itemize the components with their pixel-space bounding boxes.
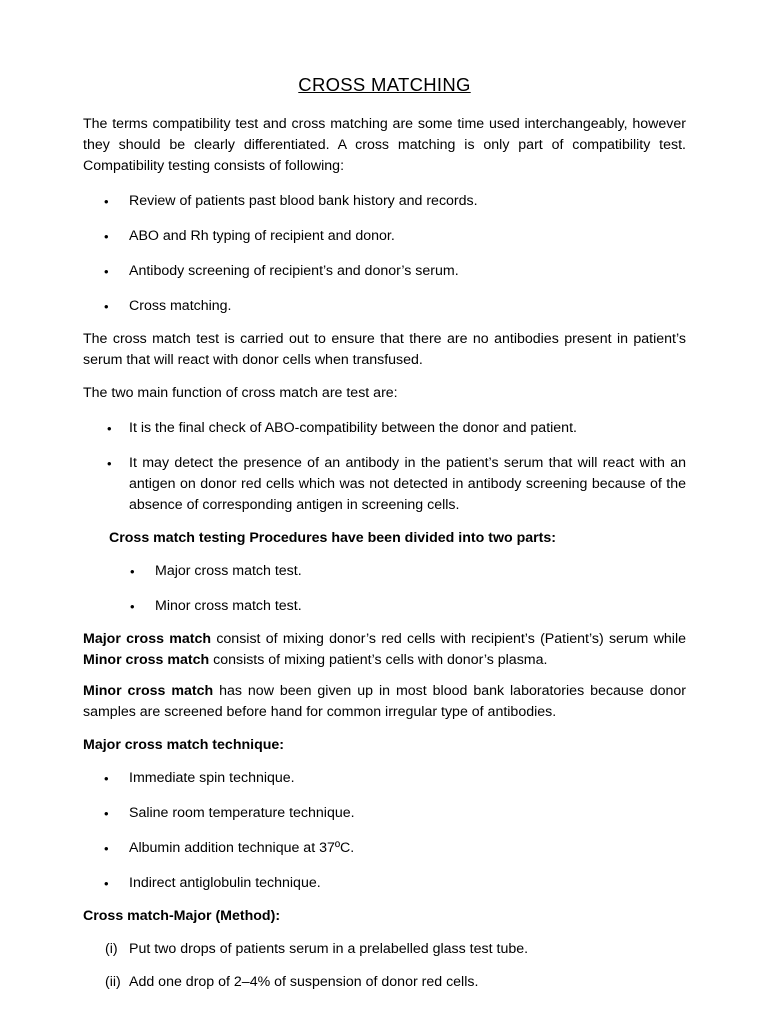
bullet-icon: • [104, 841, 109, 856]
functions-list [83, 418, 686, 516]
method-heading: Cross match-Major (Method): [83, 908, 281, 924]
list-item: • Minor cross match test. [83, 596, 686, 617]
major-term: Major cross match [83, 631, 212, 647]
document-page [83, 72, 686, 1005]
bullet-icon: • [104, 771, 109, 786]
bullet-icon: • [104, 806, 109, 821]
bullet-icon: • [130, 564, 135, 579]
bullet-icon: • [130, 599, 135, 614]
minor-term: Minor cross match [83, 652, 210, 668]
page-title: CROSS MATCHING [298, 74, 471, 95]
list-item: • Antibody screening of recipient’s and donor’s serum. [83, 261, 686, 282]
functions-intro: The two main function of cross match are test are: [83, 385, 398, 401]
bullet-icon: • [104, 299, 109, 314]
list-item: • Albumin addition technique at 37ºC. [83, 838, 686, 859]
major-definition-paragraph: Major cross match consist of mixing donor’s red cells with recipient’s (Patient’s) serum while Minor cross match consists of mixing patient’s cells with donor’s plasma. [83, 631, 686, 668]
bullet-icon: • [104, 876, 109, 891]
list-item: • It is the final check of ABO-compatibility between the donor and patient. [83, 418, 686, 439]
intro-paragraph: The terms compatibility test and cross matching are some time used interchangeably, however they should be clearly differentiated. A cross matching is only part of compatibility test. Compatibility testing consists of following: [83, 116, 686, 174]
purpose-paragraph: The cross match test is carried out to ensure that there are no antibodies present in patient’s serum that will react with donor cells when transfused. [83, 331, 686, 368]
list-item: • Saline room temperature technique. [83, 803, 686, 824]
step-number: (ii) [105, 974, 121, 990]
step-number: (i) [105, 941, 118, 957]
list-item: • Immediate spin technique. [83, 768, 686, 789]
list-item: • Cross matching. [83, 296, 686, 317]
method-steps [83, 939, 686, 993]
bullet-icon: • [104, 194, 109, 209]
minor-term: Minor cross match [83, 683, 214, 699]
list-item: • Review of patients past blood bank history and records. [83, 191, 686, 212]
technique-heading: Major cross match technique: [83, 737, 285, 753]
list-item: • Major cross match test. [83, 561, 686, 582]
procedures-list [83, 561, 686, 617]
bullet-icon: • [104, 229, 109, 244]
technique-list [83, 768, 686, 894]
list-item: (i) Put two drops of patients serum in a prelabelled glass test tube. [83, 939, 686, 960]
bullet-icon: • [104, 264, 109, 279]
list-item: • ABO and Rh typing of recipient and donor. [83, 226, 686, 247]
list-item: (ii) Add one drop of 2–4% of suspension of donor red cells. [83, 972, 686, 993]
bullet-icon: • [107, 421, 112, 436]
compatibility-list [83, 191, 686, 317]
list-item: • It may detect the presence of an antibody in the patient’s serum that will react with an antigen on donor red cells which was not detected in antibody screening because of the absence of corresponding antigen in screening cells. [107, 455, 686, 513]
minor-definition-paragraph: Minor cross match has now been given up in most blood bank laboratories because donor samples are screened before hand for common irregular type of antibodies. [83, 683, 686, 720]
list-item: • Indirect antiglobulin technique. [83, 873, 686, 894]
procedures-heading: Cross match testing Procedures have been divided into two parts: [109, 530, 557, 546]
bullet-icon: • [107, 456, 112, 471]
